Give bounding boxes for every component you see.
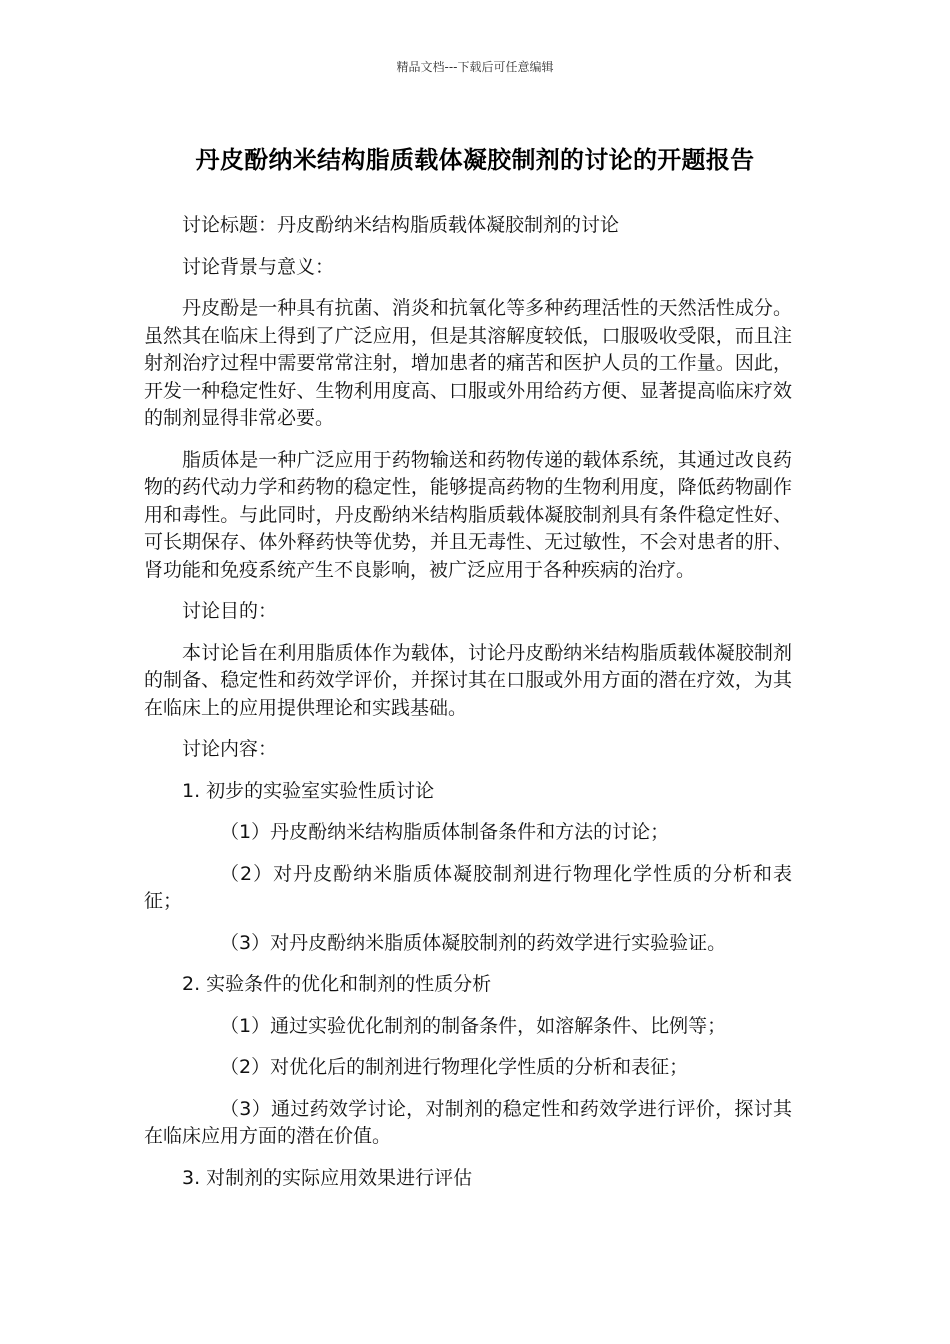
paragraph-background-2: 脂质体是一种广泛应用于药物输送和药物传递的载体系统，其通过改良药物的药代动力学和药物的稳定性，能够提高药物的生物利用度，降低药物副作用和毒性。与此同时，丹皮酚纳米结构脂质载体凝胶制剂具有条件稳定性好、可长期保存、体外释药快等优势，并且无毒性、无过敏性，不会对患者的肝、肾功能和免疫系统产生不良影响，被广泛应用于各种疾病的治疗。: [144, 448, 792, 581]
sub-item-2-2: （2）对优化后的制剂进行物理化学性质的分析和表征；: [220, 1056, 689, 1078]
heading-purpose: 讨论目的：: [182, 600, 278, 622]
sub-item-2-1: （1）通过实验优化制剂的制备条件，如溶解条件、比例等；: [220, 1014, 727, 1037]
sub-item-2-3: （3）通过药效学讨论，对制剂的稳定性和药效学进行评价，探讨其在临床应用方面的潜在价值。: [144, 1097, 792, 1147]
paragraph-research-title: 讨论标题：丹皮酚纳米结构脂质载体凝胶制剂的讨论: [182, 214, 620, 236]
list-item-1: 1. 初步的实验室实验性质讨论: [182, 779, 435, 802]
paragraph-purpose: 本讨论旨在利用脂质体作为载体，讨论丹皮酚纳米结构脂质载体凝胶制剂的制备、稳定性和药效学评价，并探讨其在口服或外用方面的潜在疗效，为其在临床上的应用提供理论和实践基础。: [144, 641, 792, 719]
document-body: [144, 212, 792, 1206]
document-title: 丹皮酚纳米结构脂质载体凝胶制剂的讨论的开题报告: [195, 146, 755, 174]
sub-item-1-3: （3）对丹皮酚纳米脂质体凝胶制剂的药效学进行实验验证。: [220, 931, 727, 954]
page-header: 精品文档---下载后可任意编辑: [396, 60, 554, 74]
sub-item-1-1: （1）丹皮酚纳米结构脂质体制备条件和方法的讨论；: [220, 821, 670, 843]
heading-background: 讨论背景与意义：: [182, 255, 335, 278]
list-item-3: 3. 对制剂的实际应用效果进行评估: [182, 1166, 473, 1189]
heading-content: 讨论内容：: [182, 738, 278, 760]
sub-item-1-2: （2）对丹皮酚纳米脂质体凝胶制剂进行物理化学性质的分析和表征；: [144, 862, 792, 912]
list-item-2: 2. 实验条件的优化和制剂的性质分析: [182, 973, 492, 995]
paragraph-background-1: 丹皮酚是一种具有抗菌、消炎和抗氧化等多种药理活性的天然活性成分。虽然其在临床上得到了广泛应用，但是其溶解度较低，口服吸收受限，而且注射剂治疗过程中需要常常注射，增加患者的痛苦和医护人员的工作量。因此，开发一种稳定性好、生物利用度高、口服或外用给药方便、显著提高临床疗效的制剂显得非常必要。: [144, 297, 792, 429]
